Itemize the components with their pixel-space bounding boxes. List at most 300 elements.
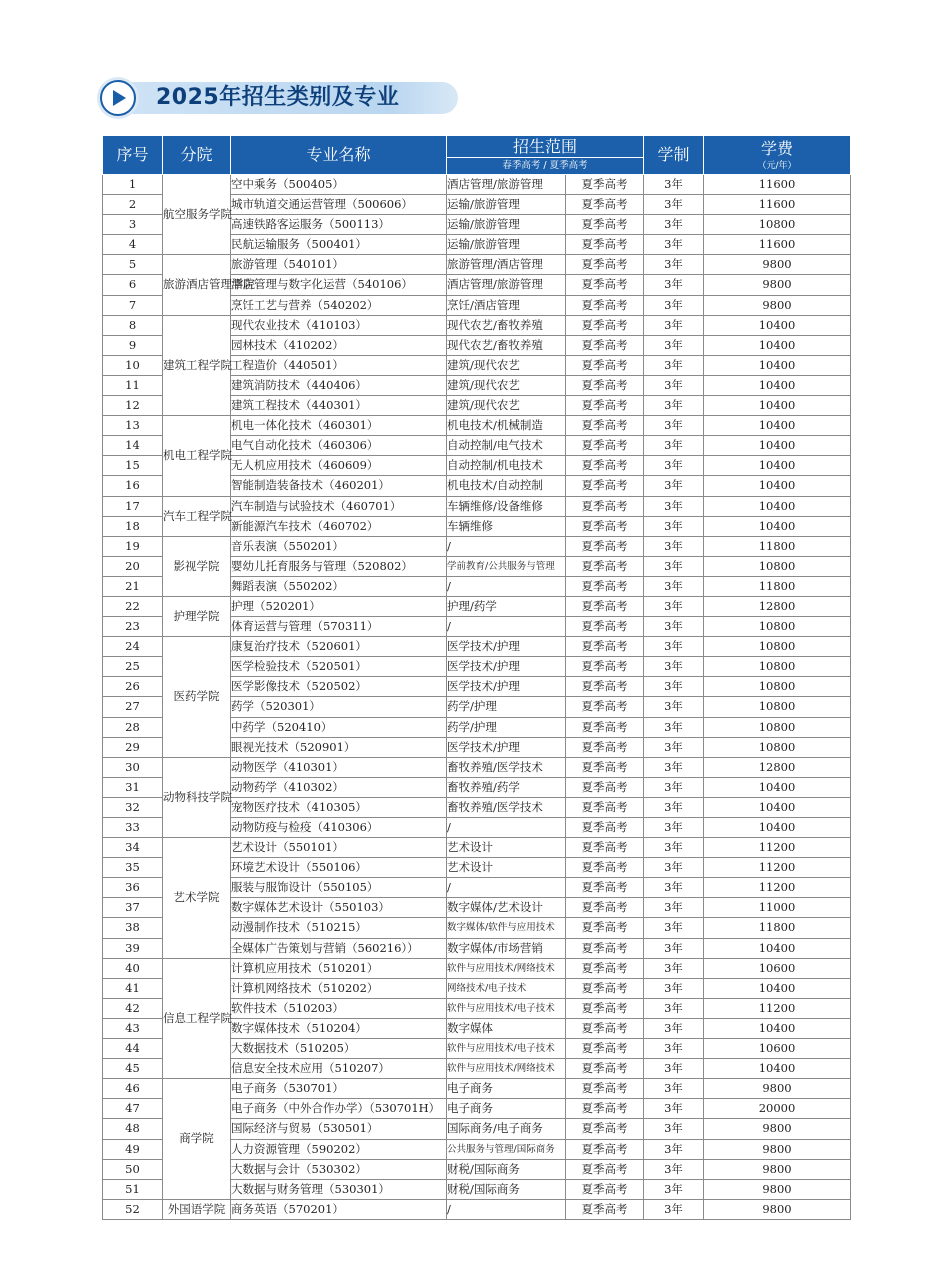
enrollment-range: 国际商务/电子商务 [447, 1119, 566, 1139]
program-length: 3年 [644, 1059, 704, 1079]
tuition-fee: 10400 [704, 938, 851, 958]
exam-type: 夏季高考 [566, 556, 644, 576]
enrollment-range: 医学技术/护理 [447, 657, 566, 677]
tuition-fee: 10400 [704, 476, 851, 496]
program-length: 3年 [644, 215, 704, 235]
program-length: 3年 [644, 235, 704, 255]
program-length: 3年 [644, 195, 704, 215]
exam-type: 夏季高考 [566, 1119, 644, 1139]
enrollment-range: 财税/国际商务 [447, 1159, 566, 1179]
major-name: 动物防疫与检疫（410306） [231, 818, 447, 838]
tuition-fee: 9800 [704, 1139, 851, 1159]
major-name: 汽车制造与试验技术（460701） [231, 496, 447, 516]
enrollment-range: 药学/护理 [447, 717, 566, 737]
program-length: 3年 [644, 1018, 704, 1038]
tuition-fee: 11200 [704, 858, 851, 878]
major-name: 城市轨道交通运营管理（500606） [231, 195, 447, 215]
major-name: 空中乘务（500405） [231, 175, 447, 195]
enrollment-range: 医学技术/护理 [447, 637, 566, 657]
program-length: 3年 [644, 918, 704, 938]
major-name: 电子商务（530701） [231, 1079, 447, 1099]
major-name: 大数据技术（510205） [231, 1039, 447, 1059]
exam-type: 夏季高考 [566, 958, 644, 978]
exam-type: 夏季高考 [566, 737, 644, 757]
program-length: 3年 [644, 958, 704, 978]
department-cell: 医药学院 [163, 637, 231, 758]
tuition-fee: 10400 [704, 375, 851, 395]
exam-type: 夏季高考 [566, 717, 644, 737]
enrollment-range: 运输/旅游管理 [447, 235, 566, 255]
tuition-fee: 9800 [704, 255, 851, 275]
tuition-fee: 10400 [704, 456, 851, 476]
program-length: 3年 [644, 717, 704, 737]
major-name: 全媒体广告策划与营销（560216）） [231, 938, 447, 958]
program-length: 3年 [644, 838, 704, 858]
major-name: 商务英语（570201） [231, 1199, 447, 1219]
row-number: 35 [103, 858, 163, 878]
major-name: 电气自动化技术（460306） [231, 436, 447, 456]
row-number: 48 [103, 1119, 163, 1139]
row-number: 40 [103, 958, 163, 978]
tuition-fee: 10800 [704, 677, 851, 697]
row-number: 13 [103, 416, 163, 436]
row-number: 15 [103, 456, 163, 476]
row-number: 11 [103, 375, 163, 395]
row-number: 44 [103, 1039, 163, 1059]
tuition-fee: 10800 [704, 657, 851, 677]
row-number: 22 [103, 596, 163, 616]
major-name: 音乐表演（550201） [231, 536, 447, 556]
tuition-fee: 20000 [704, 1099, 851, 1119]
section-banner [100, 80, 460, 116]
row-number: 5 [103, 255, 163, 275]
row-number: 19 [103, 536, 163, 556]
program-length: 3年 [644, 416, 704, 436]
tuition-fee: 10400 [704, 1059, 851, 1079]
table-row [103, 496, 851, 516]
program-length: 3年 [644, 556, 704, 576]
department-cell: 航空服务学院 [163, 175, 231, 255]
row-number: 32 [103, 797, 163, 817]
major-name: 烹饪工艺与营养（540202） [231, 295, 447, 315]
tuition-fee: 9800 [704, 1199, 851, 1219]
program-length: 3年 [644, 255, 704, 275]
major-name: 环境艺术设计（550106） [231, 858, 447, 878]
program-length: 3年 [644, 355, 704, 375]
department-cell: 影视学院 [163, 536, 231, 596]
row-number: 2 [103, 195, 163, 215]
major-name: 计算机应用技术（510201） [231, 958, 447, 978]
table-header-row [103, 136, 851, 175]
row-number: 43 [103, 1018, 163, 1038]
enrollment-range: 畜牧养殖/药学 [447, 777, 566, 797]
enrollment-range: / [447, 878, 566, 898]
exam-type: 夏季高考 [566, 938, 644, 958]
header-years: 学制 [644, 136, 704, 175]
tuition-fee: 10800 [704, 697, 851, 717]
department-cell: 艺术学院 [163, 838, 231, 959]
exam-type: 夏季高考 [566, 918, 644, 938]
table-row [103, 175, 851, 195]
tuition-fee: 10800 [704, 637, 851, 657]
table-row [103, 757, 851, 777]
table-row [103, 958, 851, 978]
tuition-fee: 10400 [704, 777, 851, 797]
exam-type: 夏季高考 [566, 878, 644, 898]
program-length: 3年 [644, 576, 704, 596]
enrollment-range: 医学技术/护理 [447, 737, 566, 757]
exam-type: 夏季高考 [566, 536, 644, 556]
exam-type: 夏季高考 [566, 576, 644, 596]
enrollment-range: 机电技术/自动控制 [447, 476, 566, 496]
exam-type: 夏季高考 [566, 275, 644, 295]
row-number: 49 [103, 1139, 163, 1159]
table-row [103, 596, 851, 616]
program-length: 3年 [644, 436, 704, 456]
enrollment-range: 机电技术/机械制造 [447, 416, 566, 436]
table-row [103, 1199, 851, 1219]
department-cell: 旅游酒店管理学院 [163, 255, 231, 315]
row-number: 25 [103, 657, 163, 677]
major-name: 智能制造装备技术（460201） [231, 476, 447, 496]
row-number: 31 [103, 777, 163, 797]
row-number: 26 [103, 677, 163, 697]
row-number: 24 [103, 637, 163, 657]
row-number: 23 [103, 617, 163, 637]
enrollment-range: 运输/旅游管理 [447, 215, 566, 235]
program-length: 3年 [644, 1179, 704, 1199]
exam-type: 夏季高考 [566, 697, 644, 717]
enrollment-range: 现代农艺/畜牧养殖 [447, 315, 566, 335]
tuition-fee: 9800 [704, 295, 851, 315]
program-length: 3年 [644, 617, 704, 637]
exam-type: 夏季高考 [566, 255, 644, 275]
enrollment-range: 药学/护理 [447, 697, 566, 717]
row-number: 50 [103, 1159, 163, 1179]
tuition-fee: 10800 [704, 737, 851, 757]
tuition-fee: 10800 [704, 556, 851, 576]
enrollment-range: / [447, 818, 566, 838]
enrollment-range: 畜牧养殖/医学技术 [447, 757, 566, 777]
major-name: 酒店管理与数字化运营（540106） [231, 275, 447, 295]
program-length: 3年 [644, 777, 704, 797]
play-arrow-icon [100, 80, 136, 116]
program-length: 3年 [644, 295, 704, 315]
tuition-fee: 10400 [704, 355, 851, 375]
major-name: 信息安全技术应用（510207） [231, 1059, 447, 1079]
major-name: 婴幼儿托育服务与管理（520802） [231, 556, 447, 576]
row-number: 12 [103, 396, 163, 416]
exam-type: 夏季高考 [566, 1018, 644, 1038]
exam-type: 夏季高考 [566, 516, 644, 536]
major-name: 工程造价（440501） [231, 355, 447, 375]
enrollment-range: 网络技术/电子技术 [447, 978, 566, 998]
table-row [103, 637, 851, 657]
enrollment-range: 公共服务与管理/国际商务 [447, 1139, 566, 1159]
row-number: 36 [103, 878, 163, 898]
tuition-fee: 10600 [704, 1039, 851, 1059]
exam-type: 夏季高考 [566, 1199, 644, 1219]
major-name: 医学影像技术（520502） [231, 677, 447, 697]
program-length: 3年 [644, 1039, 704, 1059]
program-length: 3年 [644, 596, 704, 616]
row-number: 37 [103, 898, 163, 918]
tuition-fee: 9800 [704, 1179, 851, 1199]
exam-type: 夏季高考 [566, 797, 644, 817]
enrollment-range: 软件与应用技术/电子技术 [447, 1039, 566, 1059]
major-name: 康复治疗技术（520601） [231, 637, 447, 657]
row-number: 51 [103, 1179, 163, 1199]
program-length: 3年 [644, 818, 704, 838]
header-fee-unit: （元/年） [757, 161, 797, 171]
major-name: 数字媒体艺术设计（550103） [231, 898, 447, 918]
major-name: 人力资源管理（590202） [231, 1139, 447, 1159]
exam-type: 夏季高考 [566, 617, 644, 637]
header-no: 序号 [103, 136, 163, 175]
major-name: 眼视光技术（520901） [231, 737, 447, 757]
program-length: 3年 [644, 978, 704, 998]
tuition-fee: 10800 [704, 215, 851, 235]
header-fee [704, 136, 851, 175]
program-length: 3年 [644, 998, 704, 1018]
program-length: 3年 [644, 375, 704, 395]
row-number: 39 [103, 938, 163, 958]
major-name: 数字媒体技术（510204） [231, 1018, 447, 1038]
program-length: 3年 [644, 657, 704, 677]
enrollment-range: 数字媒体/艺术设计 [447, 898, 566, 918]
page-title: 2025年招生类别及专业 [156, 85, 400, 110]
program-length: 3年 [644, 396, 704, 416]
row-number: 18 [103, 516, 163, 536]
row-number: 38 [103, 918, 163, 938]
row-number: 4 [103, 235, 163, 255]
table-row [103, 536, 851, 556]
major-name: 高速铁路客运服务（500113） [231, 215, 447, 235]
major-name: 国际经济与贸易（530501） [231, 1119, 447, 1139]
header-range [447, 136, 644, 175]
major-name: 旅游管理（540101） [231, 255, 447, 275]
row-number: 21 [103, 576, 163, 596]
major-name: 中药学（520410） [231, 717, 447, 737]
exam-type: 夏季高考 [566, 637, 644, 657]
major-name: 医学检验技术（520501） [231, 657, 447, 677]
enrollment-range: 护理/药学 [447, 596, 566, 616]
table-row [103, 1079, 851, 1099]
program-length: 3年 [644, 858, 704, 878]
tuition-fee: 12800 [704, 757, 851, 777]
exam-type: 夏季高考 [566, 978, 644, 998]
tuition-fee: 10400 [704, 978, 851, 998]
exam-type: 夏季高考 [566, 175, 644, 195]
tuition-fee: 10400 [704, 315, 851, 335]
tuition-fee: 10800 [704, 717, 851, 737]
exam-type: 夏季高考 [566, 496, 644, 516]
exam-type: 夏季高考 [566, 1159, 644, 1179]
program-length: 3年 [644, 516, 704, 536]
exam-type: 夏季高考 [566, 476, 644, 496]
row-number: 46 [103, 1079, 163, 1099]
program-length: 3年 [644, 737, 704, 757]
major-name: 计算机网络技术（510202） [231, 978, 447, 998]
enrollment-range: / [447, 617, 566, 637]
enrollment-range: / [447, 1199, 566, 1219]
enrollment-range: 建筑/现代农艺 [447, 375, 566, 395]
enrollment-range: 软件与应用技术/网络技术 [447, 958, 566, 978]
enrollment-range: 畜牧养殖/医学技术 [447, 797, 566, 817]
exam-type: 夏季高考 [566, 998, 644, 1018]
table-body [103, 175, 851, 1220]
exam-type: 夏季高考 [566, 215, 644, 235]
enrollment-range: 电子商务 [447, 1079, 566, 1099]
tuition-fee: 11200 [704, 878, 851, 898]
enrollment-range: 软件与应用技术/网络技术 [447, 1059, 566, 1079]
exam-type: 夏季高考 [566, 416, 644, 436]
enrollment-range: 数字媒体 [447, 1018, 566, 1038]
row-number: 16 [103, 476, 163, 496]
tuition-fee: 10400 [704, 1018, 851, 1038]
enrollment-range: 建筑/现代农艺 [447, 396, 566, 416]
row-number: 9 [103, 335, 163, 355]
header-range-title: 招生范围 [447, 137, 643, 158]
department-cell: 建筑工程学院 [163, 315, 231, 415]
table-row [103, 838, 851, 858]
row-number: 7 [103, 295, 163, 315]
exam-type: 夏季高考 [566, 396, 644, 416]
enrollment-range: 现代农艺/畜牧养殖 [447, 335, 566, 355]
majors-table [102, 135, 851, 1220]
tuition-fee: 10400 [704, 516, 851, 536]
header-range-sub: 春季高考 / 夏季高考 [502, 160, 588, 171]
program-length: 3年 [644, 275, 704, 295]
program-length: 3年 [644, 938, 704, 958]
row-number: 41 [103, 978, 163, 998]
program-length: 3年 [644, 536, 704, 556]
exam-type: 夏季高考 [566, 1179, 644, 1199]
enrollment-range: 艺术设计 [447, 858, 566, 878]
exam-type: 夏季高考 [566, 777, 644, 797]
table-row [103, 255, 851, 275]
tuition-fee: 10400 [704, 797, 851, 817]
exam-type: 夏季高考 [566, 195, 644, 215]
row-number: 27 [103, 697, 163, 717]
program-length: 3年 [644, 476, 704, 496]
exam-type: 夏季高考 [566, 295, 644, 315]
enrollment-range: / [447, 576, 566, 596]
tuition-fee: 11800 [704, 536, 851, 556]
enrollment-range: 车辆维修/设备维修 [447, 496, 566, 516]
exam-type: 夏季高考 [566, 1139, 644, 1159]
program-length: 3年 [644, 1139, 704, 1159]
enrollment-range: 学前教育/公共服务与管理 [447, 556, 566, 576]
row-number: 33 [103, 818, 163, 838]
row-number: 3 [103, 215, 163, 235]
row-number: 34 [103, 838, 163, 858]
enrollment-range: 运输/旅游管理 [447, 195, 566, 215]
row-number: 20 [103, 556, 163, 576]
major-name: 动漫制作技术（510215） [231, 918, 447, 938]
program-length: 3年 [644, 175, 704, 195]
exam-type: 夏季高考 [566, 375, 644, 395]
program-length: 3年 [644, 456, 704, 476]
tuition-fee: 11800 [704, 576, 851, 596]
department-cell: 信息工程学院 [163, 958, 231, 1079]
row-number: 14 [103, 436, 163, 456]
department-cell: 护理学院 [163, 596, 231, 636]
program-length: 3年 [644, 335, 704, 355]
row-number: 6 [103, 275, 163, 295]
program-length: 3年 [644, 797, 704, 817]
major-name: 药学（520301） [231, 697, 447, 717]
exam-type: 夏季高考 [566, 818, 644, 838]
tuition-fee: 10400 [704, 396, 851, 416]
table-row [103, 416, 851, 436]
exam-type: 夏季高考 [566, 436, 644, 456]
tuition-fee: 10800 [704, 617, 851, 637]
exam-type: 夏季高考 [566, 315, 644, 335]
major-name: 动物药学（410302） [231, 777, 447, 797]
program-length: 3年 [644, 1119, 704, 1139]
exam-type: 夏季高考 [566, 335, 644, 355]
program-length: 3年 [644, 1099, 704, 1119]
row-number: 10 [103, 355, 163, 375]
program-length: 3年 [644, 1199, 704, 1219]
exam-type: 夏季高考 [566, 1059, 644, 1079]
major-name: 软件技术（510203） [231, 998, 447, 1018]
major-name: 民航运输服务（500401） [231, 235, 447, 255]
enrollment-range: 车辆维修 [447, 516, 566, 536]
enrollment-range: 艺术设计 [447, 838, 566, 858]
exam-type: 夏季高考 [566, 1039, 644, 1059]
tuition-fee: 12800 [704, 596, 851, 616]
tuition-fee: 10400 [704, 335, 851, 355]
major-name: 大数据与财务管理（530301） [231, 1179, 447, 1199]
program-length: 3年 [644, 1079, 704, 1099]
department-cell: 外国语学院 [163, 1199, 231, 1219]
enrollment-range: 建筑/现代农艺 [447, 355, 566, 375]
row-number: 8 [103, 315, 163, 335]
enrollment-range: 医学技术/护理 [447, 677, 566, 697]
exam-type: 夏季高考 [566, 355, 644, 375]
tuition-fee: 9800 [704, 1119, 851, 1139]
program-length: 3年 [644, 697, 704, 717]
tuition-fee: 9800 [704, 1079, 851, 1099]
header-fee-title: 学费 [760, 139, 793, 158]
exam-type: 夏季高考 [566, 858, 644, 878]
major-name: 无人机应用技术（460609） [231, 456, 447, 476]
exam-type: 夏季高考 [566, 838, 644, 858]
row-number: 1 [103, 175, 163, 195]
header-dept: 分院 [163, 136, 231, 175]
exam-type: 夏季高考 [566, 898, 644, 918]
enrollment-range: 酒店管理/旅游管理 [447, 275, 566, 295]
row-number: 17 [103, 496, 163, 516]
program-length: 3年 [644, 1159, 704, 1179]
major-name: 机电一体化技术（460301） [231, 416, 447, 436]
exam-type: 夏季高考 [566, 657, 644, 677]
tuition-fee: 10600 [704, 958, 851, 978]
enrollment-range: 烹饪/酒店管理 [447, 295, 566, 315]
program-length: 3年 [644, 898, 704, 918]
row-number: 42 [103, 998, 163, 1018]
tuition-fee: 10400 [704, 416, 851, 436]
header-major: 专业名称 [231, 136, 447, 175]
tuition-fee: 10400 [704, 436, 851, 456]
tuition-fee: 11600 [704, 195, 851, 215]
tuition-fee: 11800 [704, 918, 851, 938]
enrollment-range: 自动控制/电气技术 [447, 436, 566, 456]
major-name: 新能源汽车技术（460702） [231, 516, 447, 536]
department-cell: 商学院 [163, 1079, 231, 1200]
